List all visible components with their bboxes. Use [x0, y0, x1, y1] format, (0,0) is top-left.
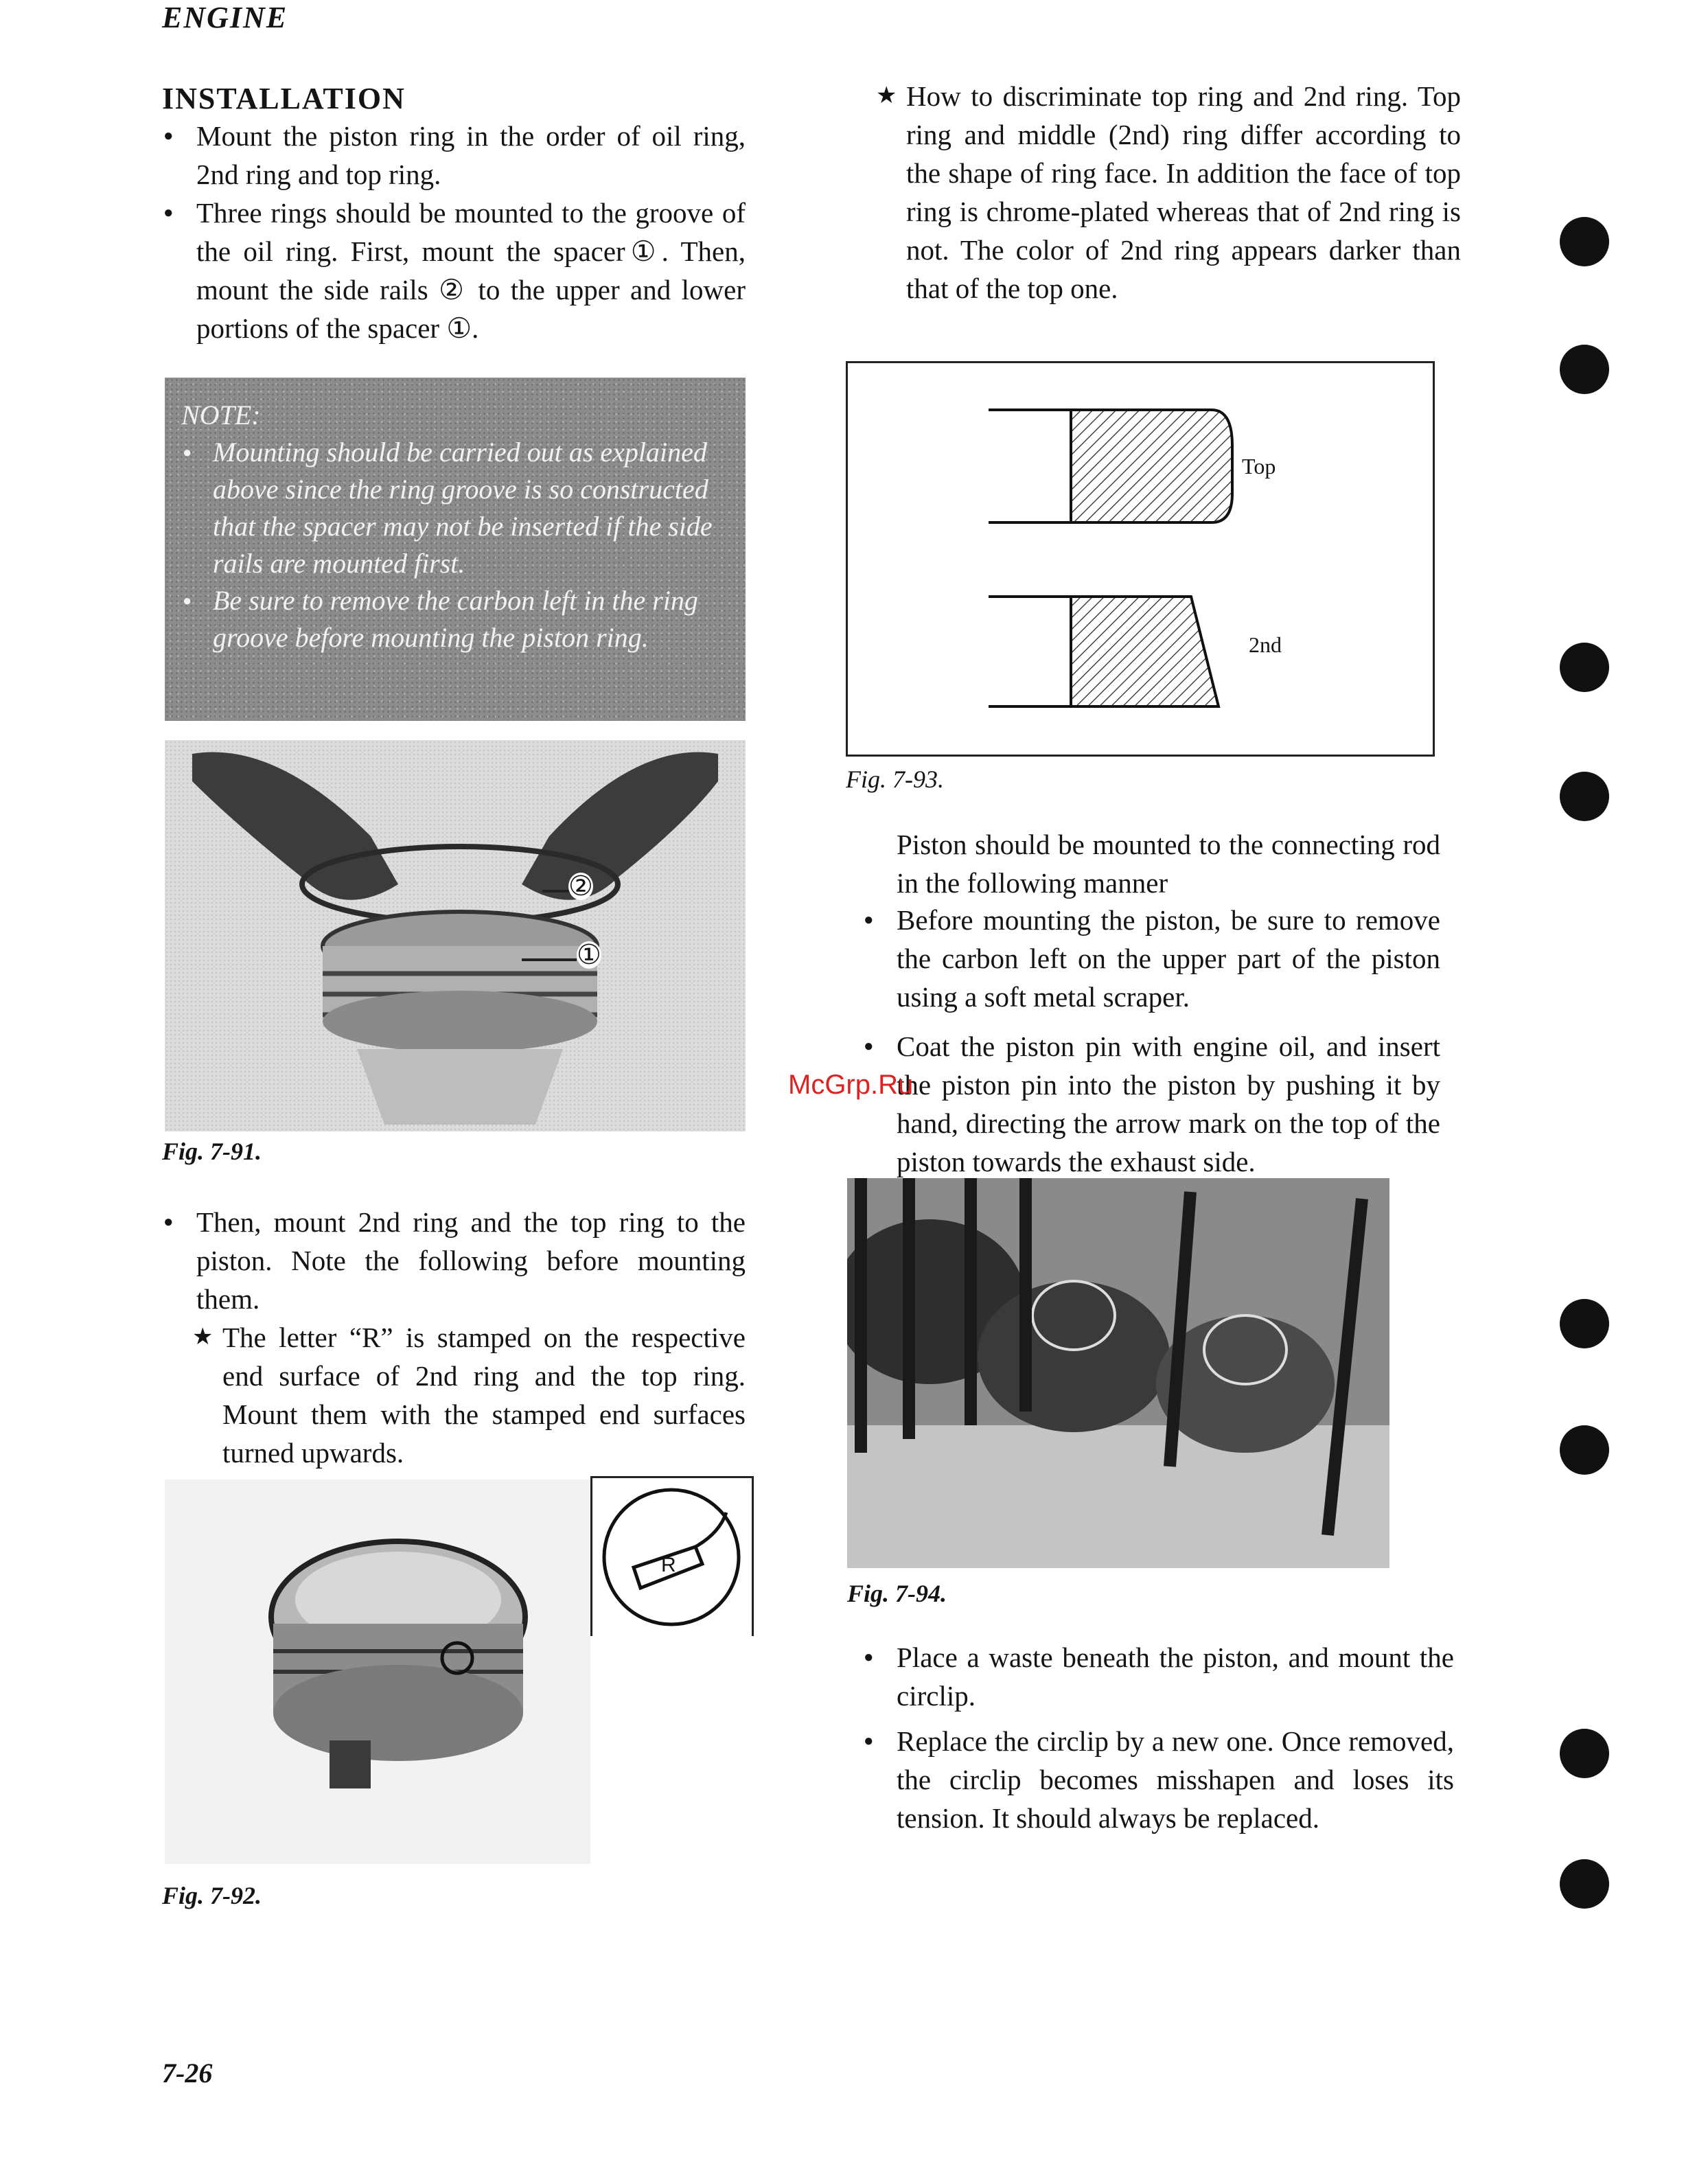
- fig-7-93-caption: Fig. 7-93.: [846, 766, 944, 793]
- engine-pistons-photo: [847, 1178, 1389, 1568]
- fig-7-92-caption: Fig. 7-92.: [162, 1882, 262, 1909]
- note-box: [165, 378, 746, 721]
- left-star-note: [192, 1318, 746, 1472]
- bullet-then-mount: ● Then, mount 2nd ring and the top ring to the piston. Note the following before mounting them.: [162, 1203, 746, 1318]
- bullet-mount-order: ● Mount the piston ring in the order of oil ring, 2nd ring and top ring.: [162, 117, 746, 194]
- bullet-place-waste: ● Place a waste beneath the piston, and mount the circlip.: [862, 1638, 1454, 1715]
- left-intro-bullets: [162, 117, 746, 347]
- binder-hole: [1560, 1299, 1609, 1348]
- callout-1: ①: [577, 939, 601, 970]
- top-ring-profile: [989, 410, 1232, 522]
- installation-heading: INSTALLATION: [162, 82, 406, 115]
- ring-discrimination-text: How to discriminate top ring and 2nd ring. Top ring and middle (2nd) ring differ according to the shape of ring face. In addition the face of top ring is chrome-plated whereas that of 2nd ring is not. The color of 2nd ring appears darker than that of the top one.: [906, 80, 1461, 304]
- right-bullets-a: [862, 901, 1440, 1181]
- note-item-2: ● Be sure to remove the carbon left in the ring groove before mounting the piston ring.: [181, 582, 732, 656]
- star-icon-right: ★: [876, 83, 897, 108]
- binder-hole: [1560, 1425, 1609, 1475]
- label-top: Top: [1242, 454, 1276, 479]
- bullet-replace-circlip: ● Replace the circlip by a new one. Once removed, the circlip becomes misshapen and loses its tension. It should always be replaced.: [862, 1722, 1454, 1837]
- fig-7-92-inset-frame: [590, 1476, 754, 1636]
- bullet-coat-pin: ● Coat the piston pin with engine oil, and insert the piston pin into the piston by pushing it by hand, directing the arrow mark on the top of the piston towards the exhaust side.: [862, 1027, 1440, 1181]
- note-title: NOTE:: [181, 400, 261, 430]
- second-ring-profile: [989, 597, 1219, 706]
- binder-hole: [1560, 772, 1609, 821]
- stamp-letter-r: R: [661, 1554, 676, 1576]
- fig-7-94-caption: Fig. 7-94.: [847, 1580, 947, 1607]
- bullet-remove-carbon: ● Before mounting the piston, be sure to remove the carbon left on the upper part of the piston using a soft metal scraper.: [862, 901, 1440, 1016]
- stamped-letter-note: The letter “R” is stamped on the respective end surface of 2nd ring and the top ring. Mount them with the stamped end surfaces turned upwards.: [222, 1322, 746, 1469]
- binder-hole: [1560, 643, 1609, 692]
- piston-photo: [165, 1480, 590, 1864]
- binder-hole: [1560, 1729, 1609, 1778]
- star-icon: ★: [192, 1324, 214, 1350]
- fig-7-92-photo: [165, 1480, 590, 1864]
- left-bullet-then: [162, 1203, 746, 1318]
- label-2nd: 2nd: [1249, 632, 1282, 657]
- binder-hole: [1560, 217, 1609, 266]
- fig-7-93-frame: [846, 361, 1435, 757]
- bullet-three-rings: ● Three rings should be mounted to the groove of the oil ring. First, mount the spacer①. Then, mount the side rails ② to the upper and lower portions of the spacer ①.: [162, 194, 746, 347]
- section-header: ENGINE: [162, 1, 288, 34]
- right-bullets-b: [862, 1638, 1454, 1837]
- fig-7-91-caption: Fig. 7-91.: [162, 1138, 262, 1165]
- right-star-text: [876, 77, 1461, 308]
- fig-7-94-photo: [847, 1178, 1389, 1568]
- binder-hole: [1560, 1859, 1609, 1909]
- callout-2: ②: [568, 871, 593, 901]
- page-number: 7-26: [162, 2058, 213, 2088]
- binder-hole: [1560, 345, 1609, 394]
- watermark: McGrp.Ru: [788, 1070, 914, 1100]
- fig-7-91-photo: [165, 740, 746, 1131]
- note-item-1: ● Mounting should be carried out as explained above since the ring groove is so constructed that the spacer may not be inserted if the side rails are mounted first.: [181, 434, 732, 582]
- ring-profile-diagram: [848, 363, 1433, 755]
- right-intro: Piston should be mounted to the connecting rod in the following manner: [897, 829, 1440, 899]
- piston-ring-install-illustration: [165, 740, 746, 1131]
